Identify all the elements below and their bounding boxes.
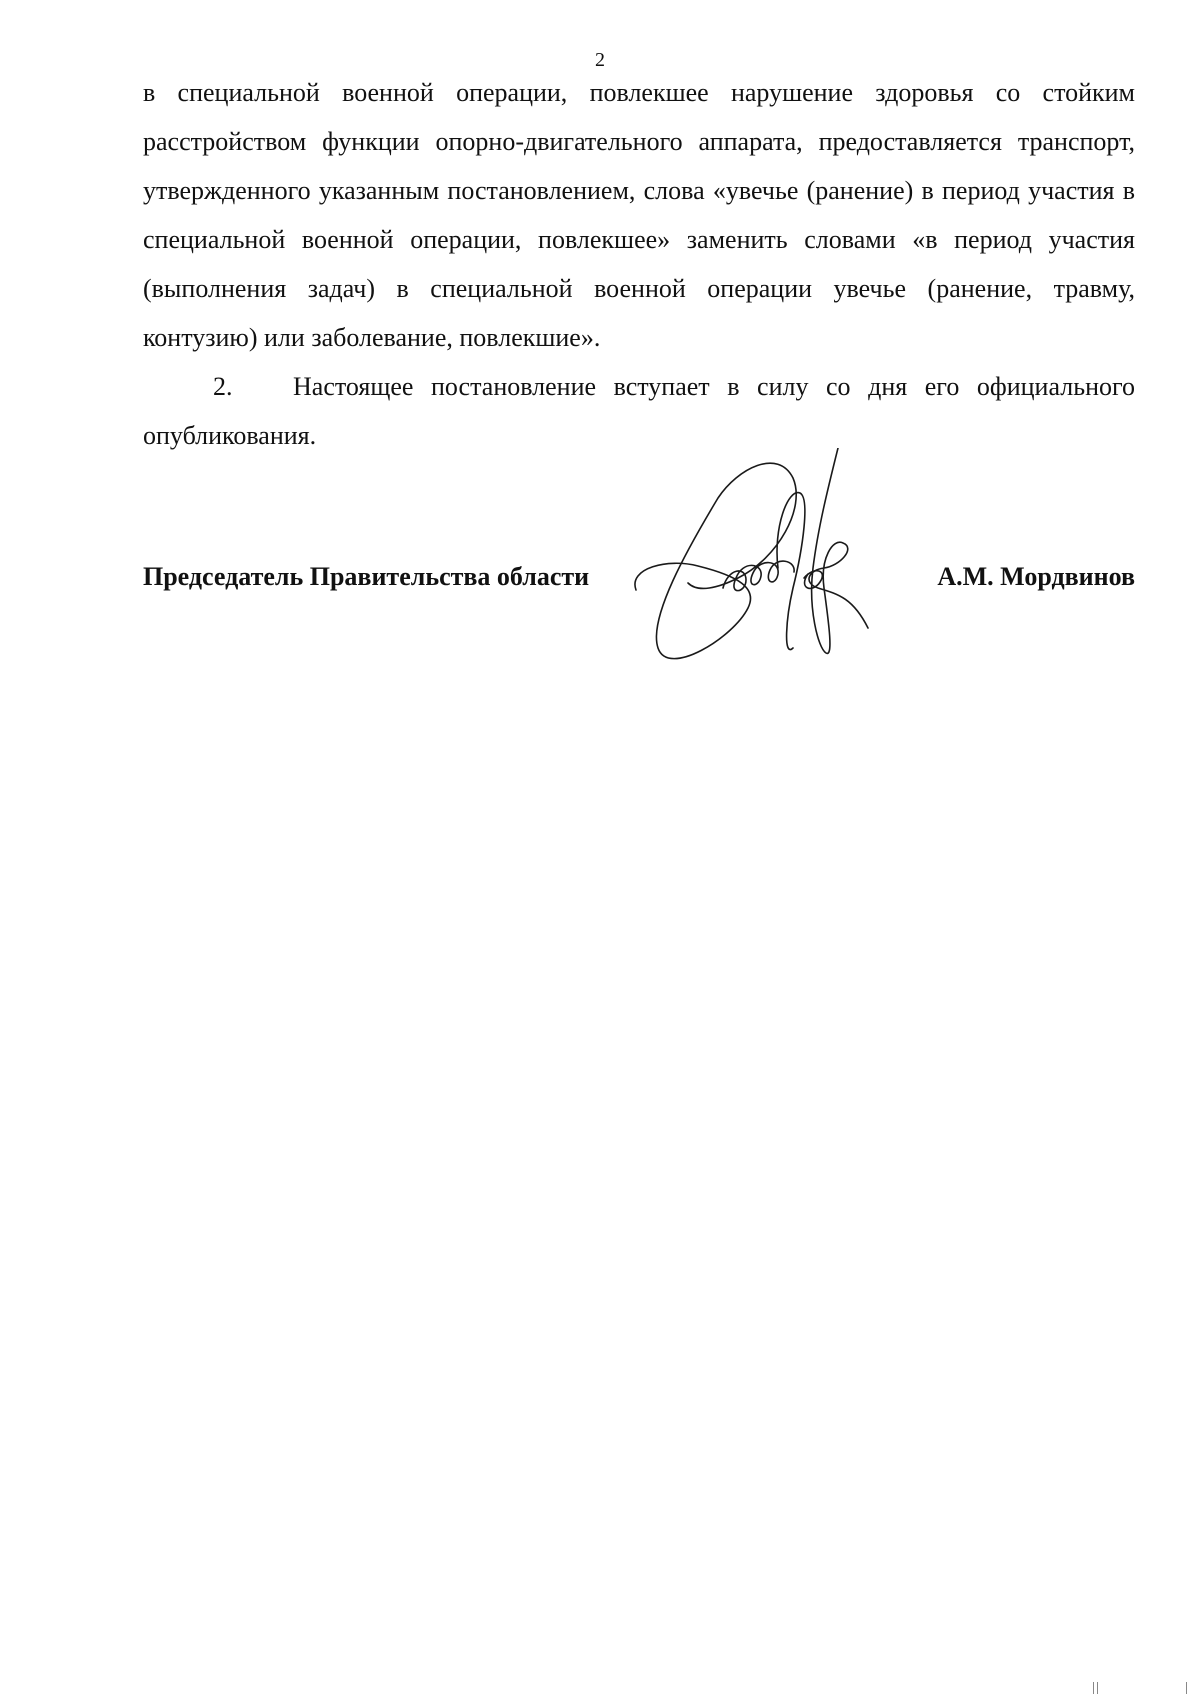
- item-text: Настоящее постановление вступает в силу со дня его официального опубликования.: [143, 372, 1135, 450]
- scan-edge-mark: [1186, 1682, 1187, 1694]
- signature-stroke-main: [635, 463, 796, 658]
- signer-title: Председатель Правительства области: [143, 562, 590, 591]
- signer-name: А.М. Мордвинов: [937, 562, 1135, 591]
- paragraph-item-2: [143, 362, 1135, 460]
- scan-edge-mark: [1093, 1682, 1094, 1694]
- handwritten-signature: [628, 448, 908, 688]
- signature-stroke-loops: [723, 561, 794, 591]
- page-number: 2: [595, 49, 605, 71]
- scan-edge-mark: [1097, 1682, 1098, 1694]
- signature-stroke-right: [809, 448, 868, 653]
- signature-stroke-tall: [777, 493, 805, 650]
- document-body: [143, 68, 1135, 460]
- item-number: 2.: [213, 372, 233, 401]
- paragraph-continuation: в специальной военной операции, повлекшее нарушение здоровья со стойким расстройством функции опорно-двигательного аппарата, предоставляется транспорт, утвержденного указанным постановлением, слова «увечье (ранение) в период участия в специальной военной операции, повлекшее» заменить словами «в период участия (выполнения задач) в специальной военной операции увечье (ранение, травму, контузию) или заболевание, повлекшие».: [143, 78, 1135, 352]
